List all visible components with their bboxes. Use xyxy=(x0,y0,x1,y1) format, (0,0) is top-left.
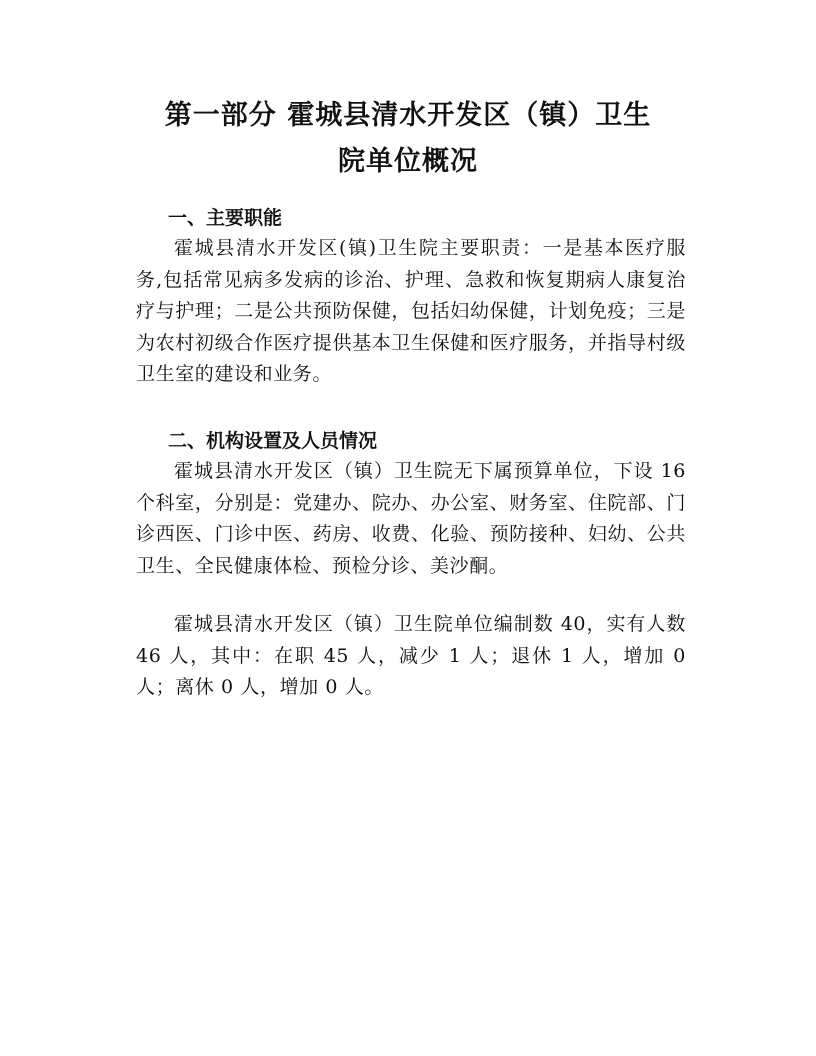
paragraph-departments: 霍城县清水开发区（镇）卫生院无下属预算单位，下设 16 个科室，分别是：党建办、院办、办公室、财务室、住院部、门诊西医、门诊中医、药房、收费、化验、预防接种、妇幼、公共卫生、全民健康体检、预检分诊、美沙酮。 xyxy=(136,460,686,577)
section-heading-organization-staff: 二、机构设置及人员情况 xyxy=(168,430,378,452)
page-title-line-1: 第一部分 霍城县清水开发区（镇）卫生 xyxy=(164,100,652,131)
section-heading-main-functions: 一、主要职能 xyxy=(168,207,283,229)
paragraph-staffing: 霍城县清水开发区（镇）卫生院单位编制数 40，实有人数 46 人，其中：在职 45 人，减少 1 人；退休 1 人，增加 0 人；离休 0 人，增加 0 人。 xyxy=(136,613,686,698)
paragraph-main-functions: 霍城县清水开发区(镇)卫生院主要职责：一是基本医疗服务,包括常见病多发病的诊治、护理、急救和恢复期病人康复治疗与护理；二是公共预防保健，包括妇幼保健，计划免疫；三是为农村初级合作医疗提供基本卫生保健和医疗服务，并指导村级卫生室的建设和业务。 xyxy=(136,237,686,385)
page-title-line-2: 院单位概况 xyxy=(338,146,478,177)
